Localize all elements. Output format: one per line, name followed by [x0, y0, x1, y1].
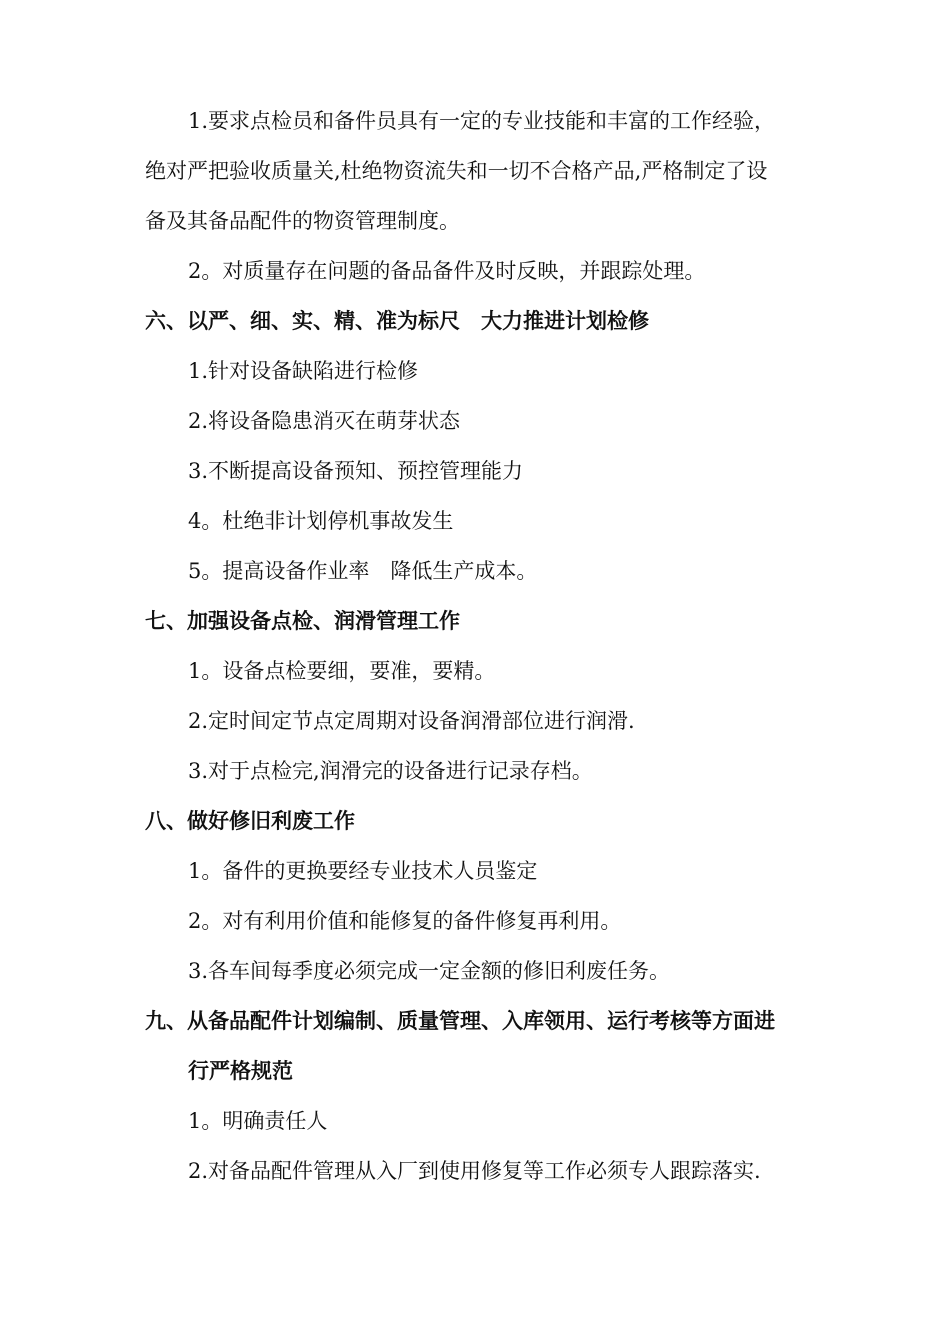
list-item: 2。对有利用价值和能修复的备件修复再利用。	[188, 909, 622, 933]
list-item: 2.将设备隐患消灭在萌芽状态	[188, 409, 461, 433]
paragraph-line: 备及其备品配件的物资管理制度。	[145, 209, 460, 233]
section-heading: 七、加强设备点检、润滑管理工作	[145, 609, 460, 633]
section-heading: 九、从备品配件计划编制、质量管理、入库领用、运行考核等方面进	[145, 1009, 775, 1033]
section-heading: 八、做好修旧利废工作	[145, 809, 355, 833]
list-item: 5。提高设备作业率 降低生产成本。	[188, 559, 538, 583]
list-item: 3.不断提高设备预知、预控管理能力	[188, 459, 524, 483]
list-item: 2.对备品配件管理从入厂到使用修复等工作必须专人跟踪落实.	[188, 1159, 761, 1183]
list-item: 1。明确责任人	[188, 1109, 328, 1133]
paragraph-line: 1.要求点检员和备件员具有一定的专业技能和丰富的工作经验，	[188, 109, 776, 133]
list-item: 3.对于点检完,润滑完的设备进行记录存档。	[188, 759, 593, 783]
list-item: 1.针对设备缺陷进行检修	[188, 359, 419, 383]
section-heading-continued: 行严格规范	[188, 1059, 293, 1083]
list-item: 2.定时间定节点定周期对设备润滑部位进行润滑.	[188, 709, 635, 733]
list-item: 3.各车间每季度必须完成一定金额的修旧利废任务。	[188, 959, 671, 983]
list-item: 1。备件的更换要经专业技术人员鉴定	[188, 859, 538, 883]
paragraph-line: 绝对严把验收质量关,杜绝物资流失和一切不合格产品,严格制定了设	[145, 159, 768, 183]
list-item: 4。杜绝非计划停机事故发生	[188, 509, 454, 533]
list-item: 1。设备点检要细，要准，要精。	[188, 659, 496, 683]
list-item: 2。对质量存在问题的备品备件及时反映，并跟踪处理。	[188, 259, 706, 283]
section-heading: 六、以严、细、实、精、准为标尺 大力推进计划检修	[145, 309, 649, 333]
